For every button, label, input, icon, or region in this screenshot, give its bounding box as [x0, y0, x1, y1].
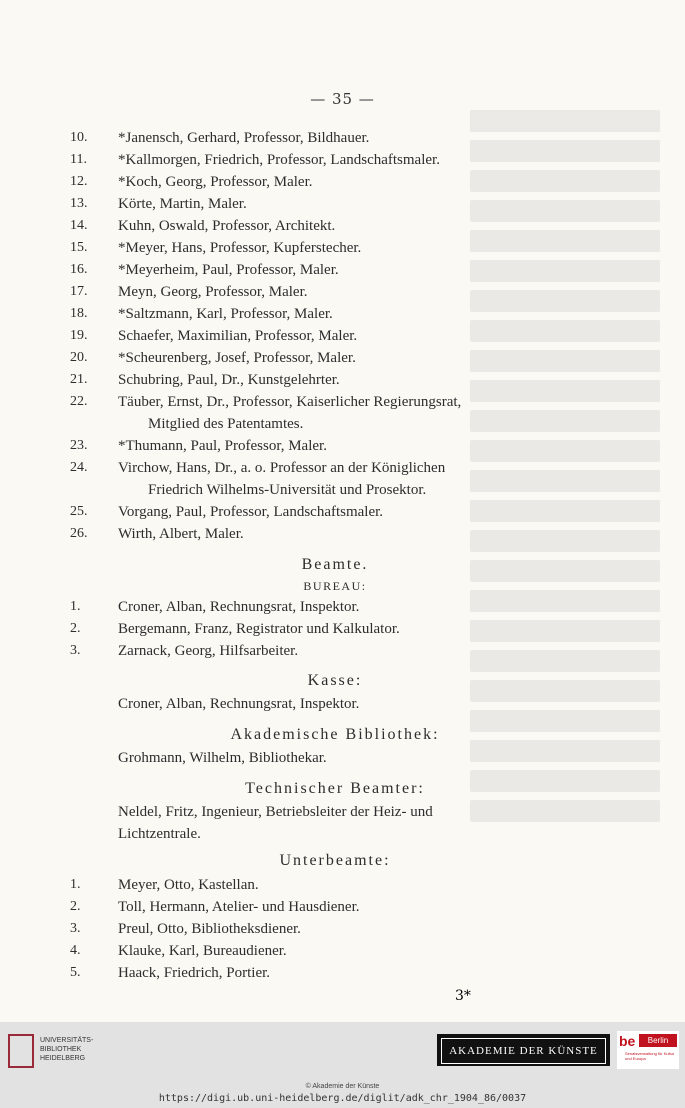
list-item-continuation: Mitglied des Patentamtes.: [148, 416, 304, 432]
section-subheading-bureau: BUREAU:: [303, 579, 367, 593]
section-heading-technischer: Technischer Beamter:: [245, 780, 425, 797]
signature-mark: 3*: [455, 988, 471, 1004]
berlin-logo[interactable]: be Berlin Senatsverwaltung für Kultur und Europa: [617, 1031, 679, 1069]
ub-logo-icon: [8, 1034, 34, 1068]
section-heading-beamte: Beamte.: [301, 556, 369, 573]
section-heading-bibliothek: Akademische Bibliothek:: [230, 726, 440, 743]
technischer-entry-continuation: Lichtzentrale.: [118, 826, 201, 842]
ub-heidelberg-logo[interactable]: UNIVERSITÄTS- BIBLIOTHEK HEIDELBERG: [8, 1034, 138, 1074]
copyright-text: © Akademie der Künste: [305, 1083, 380, 1090]
section-heading-kasse: Kasse:: [307, 672, 363, 689]
list-item-continuation: Friedrich Wilhelms-Universität und Prosektor.: [148, 482, 427, 498]
kasse-entry: Croner, Alban, Rechnungsrat, Inspektor.: [118, 696, 360, 712]
document-page: — 35 — 10. *Janensch, Gerhard, Professor, Bildhauer. 11. *Kallmorgen, Friedrich, Professor, Landschaftsmaler. 12. *Koch, Georg, Professor, Maler. 13. Körte, Martin, Maler. 14. Kuhn, Oswald, Professor, Architekt. 15. *Meyer, Hans, Professor, Kupferstecher. 16. *Meyerheim, Paul, Professor, Maler. 17. Meyn, Georg, Professor, Maler. 18. *Saltzmann, Karl, Professor, Maler. 19. Schaefer, Maximilian, Professor, Maler. 20. *Scheurenberg, Josef, Professor, Maler. 21. Schubring, Paul, Dr., Kunstgelehrter. 22. Täuber, Ernst, Dr., Professor, Kaiserlicher Regierungsrat, Mitglied des Patentamtes. 23. *Thumann, Paul, Professor, Maler. 24. Virchow, Hans, Dr., a. o. Professor an der Königlichen Friedrich Wilhelms-Universität und Prosektor. 25. Vorgang, Paul, Professor, Landschaftsmaler. 26. Wirth, Albert, Maler. Beamte. BUREAU: 1. Croner, Alban, Rechnungsrat, Inspektor. 2. Bergemann, Franz, Registrator und Kalkulator. 3. Zarnack, Georg, Hilfsarbeiter. Kasse: Croner, Alban, Rechnungsrat, Inspektor. Akademische Bibliothek: Grohmann, Wilhelm, Bibliothekar. Technischer Beamter: Neldel, Fritz, Ingenieur, Betriebsleiter der Heiz- und Lichtzentrale. Unterbeamte: 1. Meyer, Otto, Kastellan. 2. Toll, Hermann, Atelier- und Hausdiener. 3. Preul, Otto, Bibliotheksdiener. 4. Klauke, Karl, Bureaudiener. 5. Haack, Friedrich, Portier. 3*: [0, 0, 685, 1022]
technischer-entry: Neldel, Fritz, Ingenieur, Betriebsleiter der Heiz- und: [118, 804, 433, 820]
permalink-url[interactable]: https://digi.ub.uni-heidelberg.de/diglit/adk_chr_1904_86/0037: [158, 1093, 527, 1104]
adk-logo[interactable]: AKADEMIE DER KÜNSTE: [437, 1034, 610, 1066]
page-number: — 35 —: [310, 90, 375, 108]
bibliothek-entry: Grohmann, Wilhelm, Bibliothekar.: [118, 750, 327, 766]
section-heading-unterbeamte: Unterbeamte:: [279, 852, 391, 869]
